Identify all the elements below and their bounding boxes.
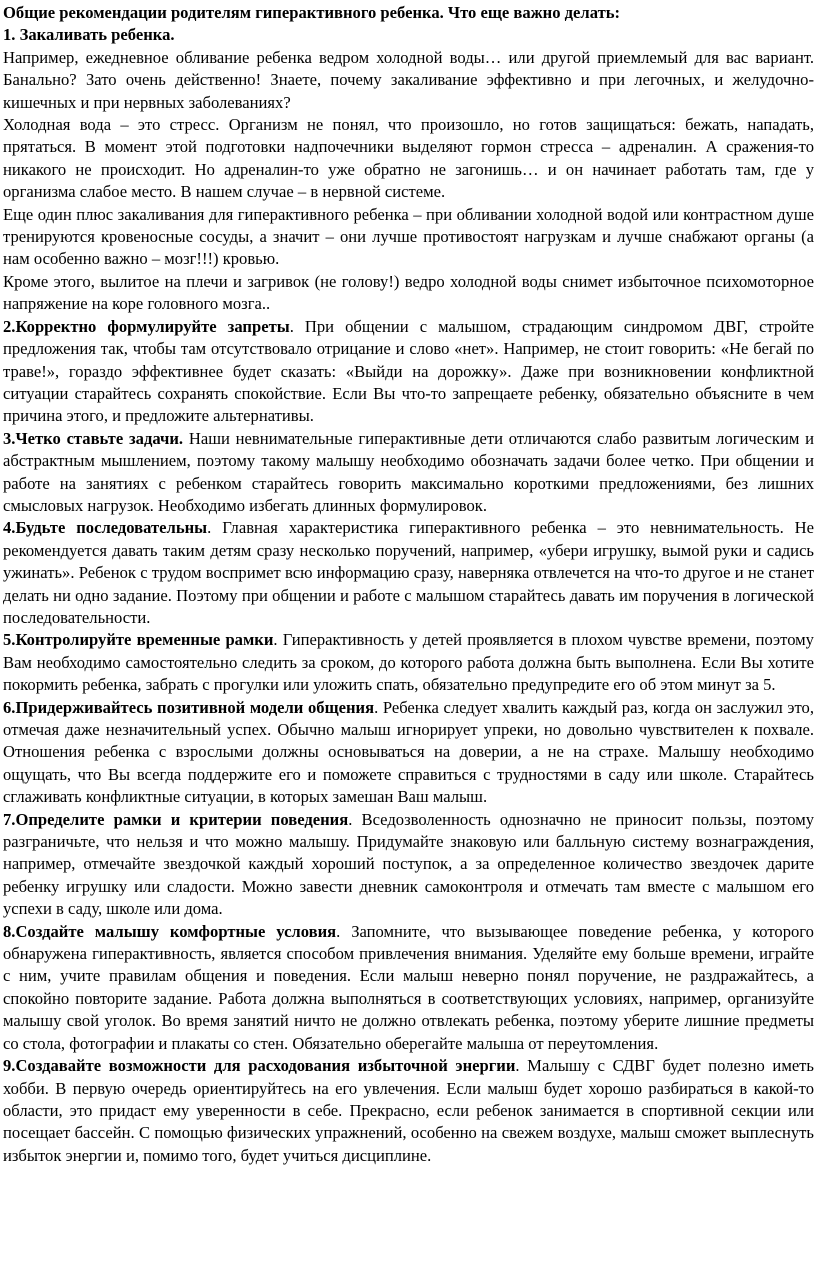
recommendation-text: . Главная характеристика гиперактивного ребенка – это невнимательность. Не рекомендуется давать таким детям сразу несколько поручений, например, «убери игрушку, вымой руки и садись ужинать». Ребенок с трудом воспримет всю информацию сразу, наверняка отвлечется на что-то другое и не станет делать ни одно задание. Поэтому при общении и работе с малышом старайтесь давать им поручения в логической последовательности. (3, 518, 815, 627)
recommendation-heading: 8.Создайте малышу комфортные условия (3, 921, 337, 941)
recommendation-text: . Запомните, что вызывающее поведение ребенка, у которого обнаружена гиперактивность, является способом привлечения внимания. Уделяйте ему больше времени, играйте с ним, учите правилам общения и поведения. Если малыш неверно понял поручение, не раздражайтесь, а спокойно повторите задание. Работа должна выполняться в соответствующих условиях, например, организуйте малышу свой уголок. Во время занятий ничто не должно отвлекать ребенка, поэтому уберите лишние предметы со стола, фотографии и плакаты со стен. Обязательно оберегайте малыша от переутомления. (3, 921, 814, 1053)
recommendation-heading: 7.Определите рамки и критерии поведения (3, 809, 349, 829)
recommendation-heading: 9.Создавайте возможности для расходования избыточной энергии (3, 1056, 516, 1076)
recommendation-5 (3, 629, 814, 696)
recommendation-9 (3, 1055, 814, 1167)
recommendation-heading: 6.Придерживайтесь позитивной модели общения (3, 697, 375, 717)
paragraph-hardening-intro: Например, ежедневное обливание ребенка ведром холодной воды… или другой приемлемый для вас вариант. Банально? Зато очень действенно! Знаете, почему закаливание эффективно и при легочных, и желудочно-кишечных и при нервных заболеваниях? (3, 47, 814, 112)
recommendation-text: . При общении с малышом, страдающим синдромом ДВГ, стройте предложения так, чтобы там отсутствовало отрицание и слово «нет». Например, не стоит говорить: «Не бегай по траве!», гораздо эффективнее будет сказать: «Выйди на дорожку». Даже при возникновении конфликтной ситуации старайтесь сохранять спокойствие. Если Вы что-то запрещаете ребенку, обязательно объясните в чем причина этого, и предложите альтернативы. (3, 316, 814, 426)
paragraph-psychomotor-tension: Кроме этого, вылитое на плечи и загривок (не голову!) ведро холодной воды снимет избыточное психомоторное напряжение на коре головного мозга.. (3, 271, 814, 314)
paragraph-blood-vessels: Еще один плюс закаливания для гиперактивного ребенка – при обливании холодной водой или контрастном душе тренируются кровеносные сосуды, а значит – они лучше противостоят нагрузкам и лучше снабжают органы (а нам особенно важно – мозг!!!) кровью. (3, 204, 814, 269)
recommendation-8 (3, 921, 814, 1055)
recommendation-text: . Ребенка следует хвалить каждый раз, когда он заслужил это, отмечая даже незначительный успех. Обычно малыш игнорирует упреки, но довольно чувствителен к похвале. Отношения ребенка с взрослыми должны основываться на доверии, а не на страхе. Малышу необходимо ощущать, что Вы всегда поддержите его и поможете справиться с трудностями в саду или школе. Старайтесь сглаживать конфликтные ситуации, в которых замешан Ваш малыш. (3, 697, 815, 807)
recommendation-7 (3, 809, 814, 921)
recommendation-2 (3, 316, 814, 428)
recommendation-text: . Вседозволенность однозначно не приносит пользы, поэтому разграничьте, что нельзя и что можно малышу. Придумайте знаковую или балльную систему вознаграждения, например, отмечайте звездочкой каждый хороший поступок, а за определенное количество звездочек дарите ребенку игрушку или сладости. Можно завести дневник самоконтроля и отмечать там вместе с малышом его успехи в саду, школе или дома. (3, 809, 814, 919)
paragraph-cold-water-stress: Холодная вода – это стресс. Организм не понял, что произошло, но готов защищаться: бежать, нападать, прятаться. В момент этой подготовки надпочечники выделяют гормон стресса – адреналин. А сражения-то никакого не происходит. Но адреналин-то уже обратно не загонишь… и он начинает работать там, где у организма слабое место. В нашем случае – в нервной системе. (3, 115, 814, 202)
section-heading-hardening: 1. Закаливать ребенка. (3, 25, 175, 45)
recommendation-6 (3, 697, 814, 809)
recommendation-heading: 5.Контролируйте временные рамки (3, 630, 274, 650)
document-title: Общие рекомендации родителям гиперактивного ребенка. Что еще важно делать: (3, 3, 621, 22)
recommendation-text: Наши невнимательные гиперактивные дети отличаются слабо развитым логическим и абстрактным мышлением, поэтому такому малышу необходимо обозначать задачи более четко. При общении и работе на занятиях с ребенком старайтесь говорить максимально короткими предложениями, без лишних смысловых нагрузок. Необходимо избегать длинных формулировок. (3, 428, 814, 515)
recommendation-3 (3, 428, 814, 518)
recommendation-text: . Гиперактивность у детей проявляется в плохом чувстве времени, поэтому Вам необходимо самостоятельно следить за сроком, до которого работа должна быть выполнена. Если Вы хотите покормить ребенка, забрать с прогулки или уложить спать, обязательно предупредите его об этом минут за 5. (3, 630, 814, 695)
recommendation-4 (3, 517, 814, 629)
recommendation-text: . Малышу с СДВГ будет полезно иметь хобби. В первую очередь ориентируйтесь на его увлечения. Если малыш будет хорошо разбираться в какой-то области, это придаст ему уверенности в себе. Прекрасно, если ребенок занимается в спортивной секции или посещает бассейн. С помощью физических упражнений, особенно на свежем воздухе, малыш сможет выплеснуть избыток энергии и, помимо того, будет учиться дисциплине. (3, 1056, 815, 1165)
recommendation-heading: 3.Четко ставьте задачи. (3, 428, 184, 448)
recommendation-heading: 4.Будьте последовательны (3, 518, 208, 538)
recommendation-heading: 2.Корректно формулируйте запреты (3, 316, 290, 336)
